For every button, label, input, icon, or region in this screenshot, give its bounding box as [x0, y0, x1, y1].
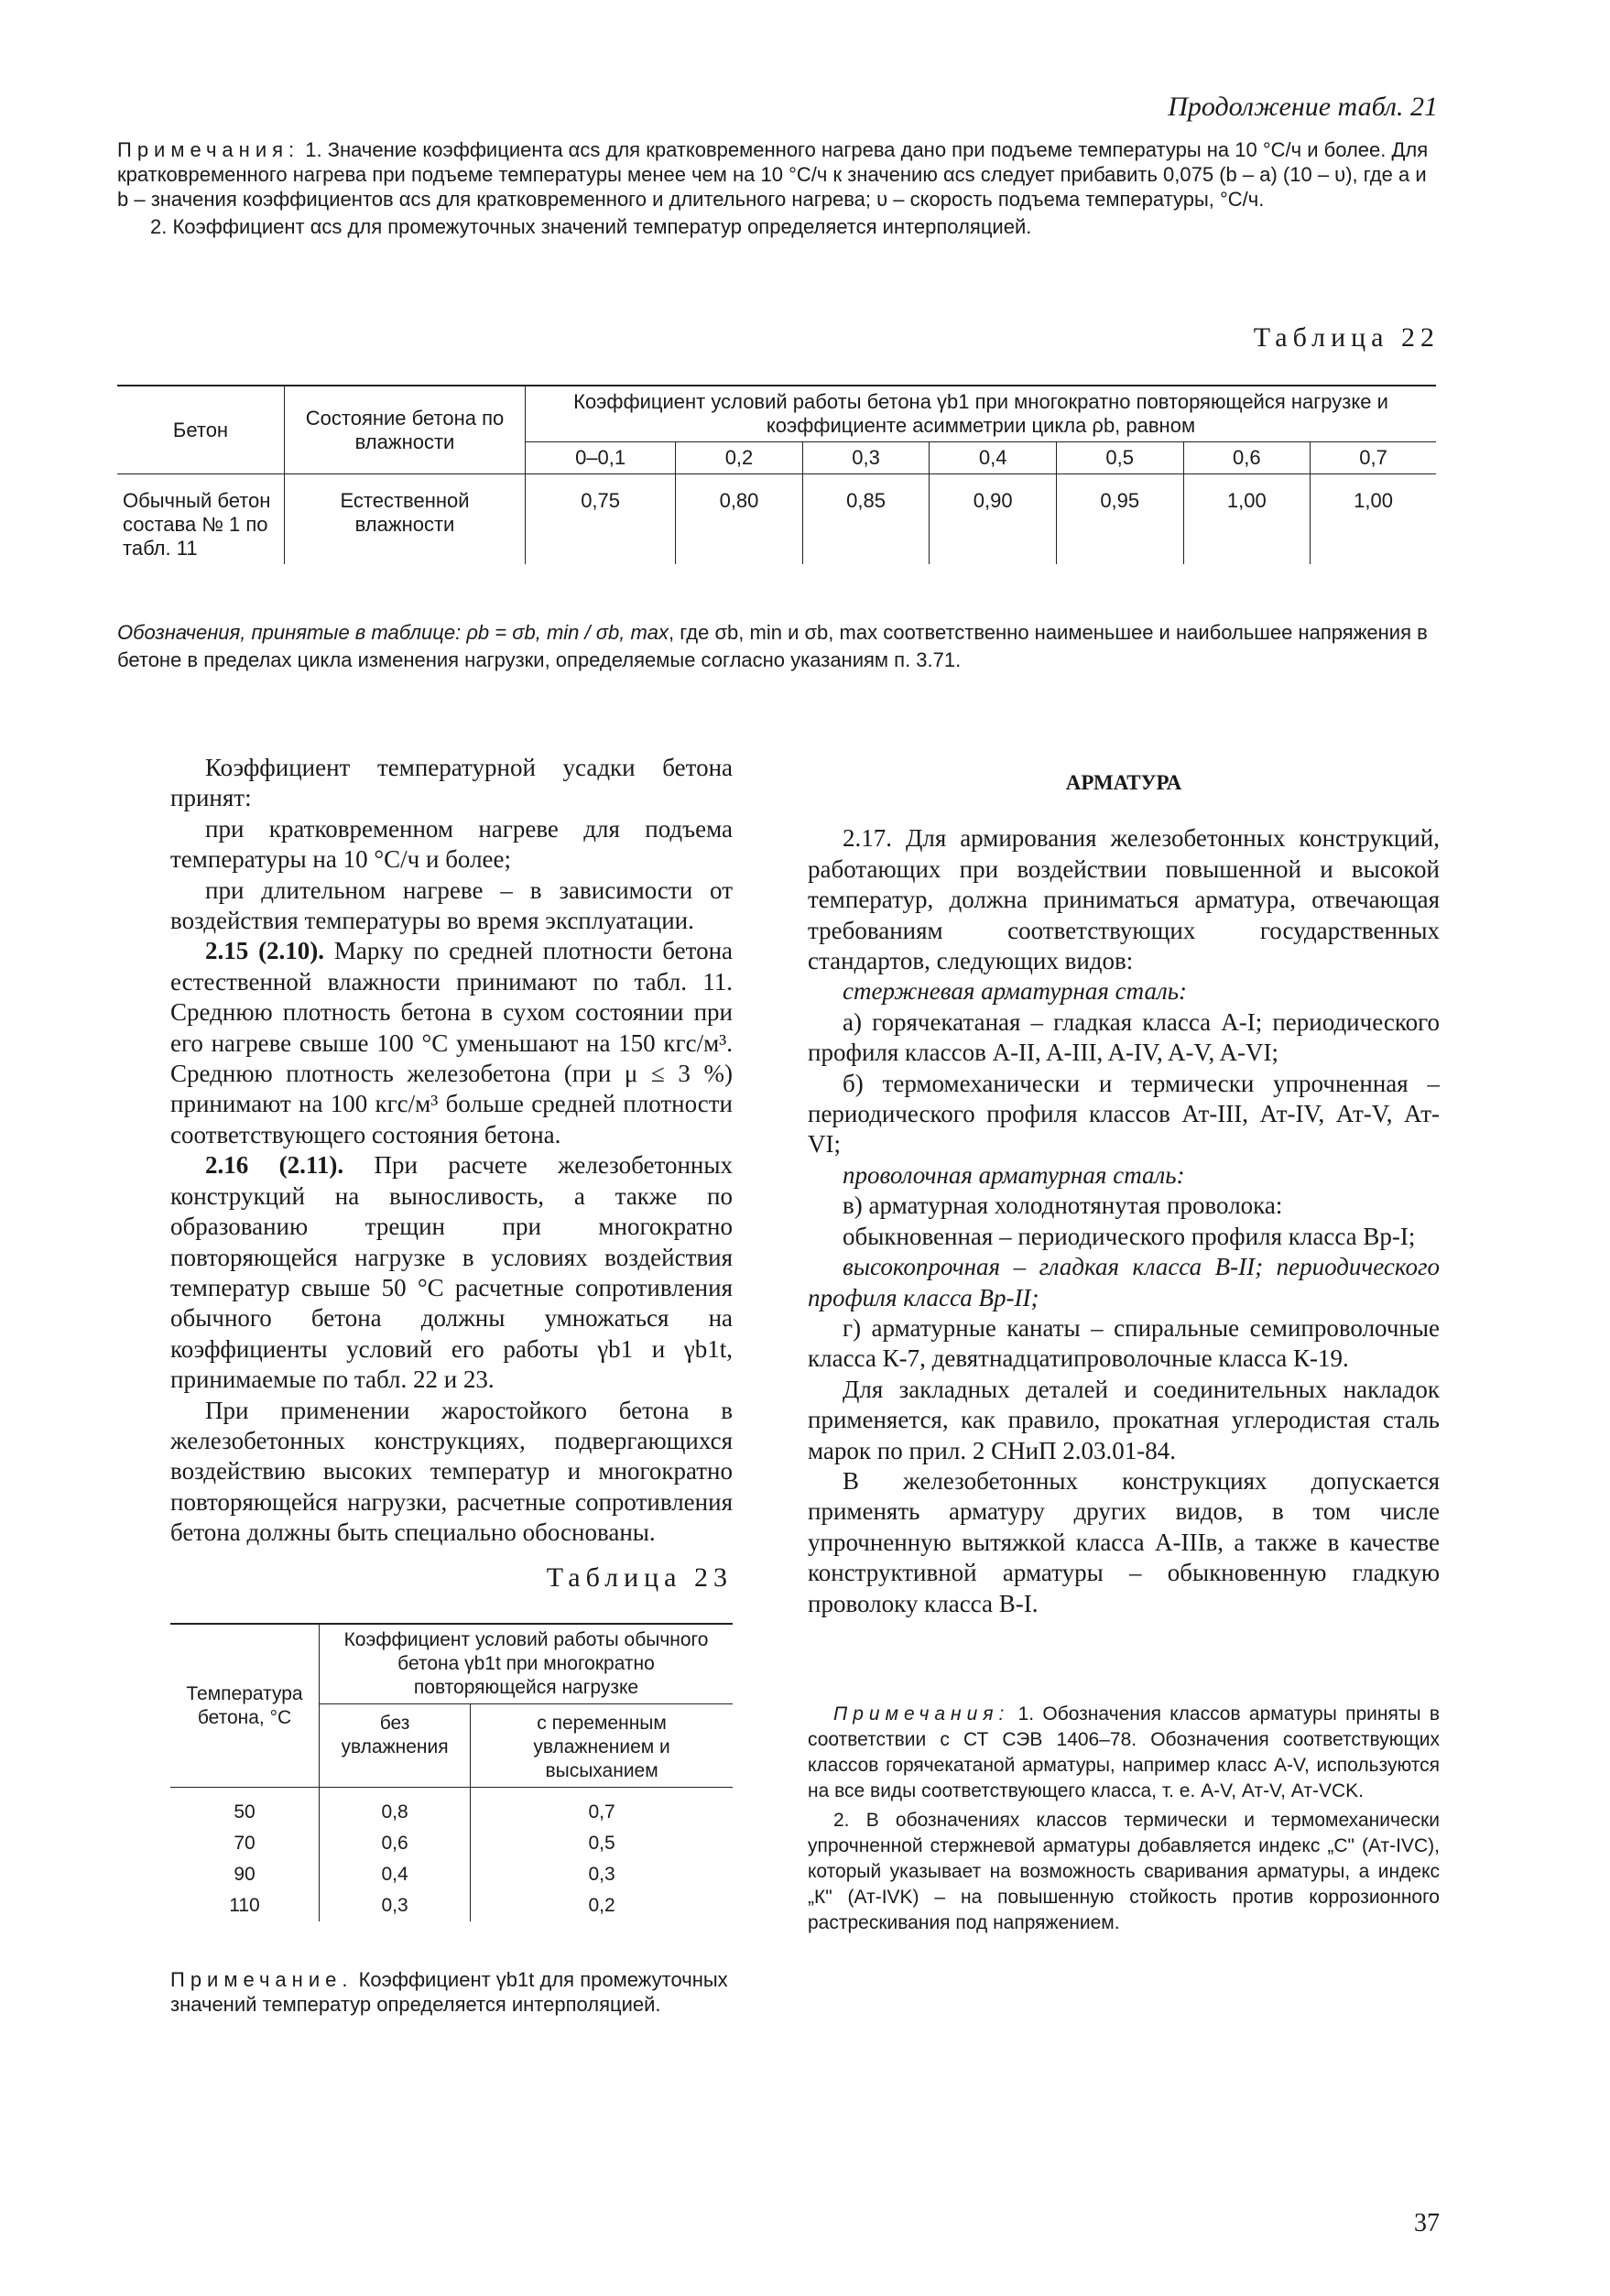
col-wet: с переменным увлажнением и высыханием	[471, 1704, 733, 1788]
clause-number: 2.16 (2.11).	[205, 1151, 344, 1180]
col-concrete: Бетон	[117, 386, 285, 474]
rho-header: 0,2	[676, 442, 803, 474]
rho-header: 0,4	[930, 442, 1057, 474]
table-cell: 0,90	[930, 474, 1057, 565]
paragraph: при кратковременном нагреве для подъема температуры на 10 °С/ч и более;	[170, 814, 733, 874]
paragraph: в) арматурная холоднотянутая проволока:	[843, 1192, 1283, 1220]
row-state: Естественной влажности	[285, 474, 526, 565]
table-cell: 0,95	[1056, 474, 1183, 565]
paragraph: проволочная арматурная сталь:	[843, 1160, 1185, 1189]
paragraph: В железобетонных конструкциях допускается применять арматуру других видов, в том числе упрочненную вытяжкой класса A-IIIв, а также в качестве конструктивной арматуры – обыкновенную гладкую проволоку класса B-I.	[808, 1466, 1440, 1617]
note-2: 2. Коэффициент αcs для промежуточных значений температур определяется интерполяцией.	[150, 215, 1032, 238]
notes-lead: Обозначения, принятые в таблице:	[117, 621, 462, 644]
table-cell: 0,3	[320, 1890, 471, 1921]
paragraph-text: При расчете железобетонных конструкций на выносливость, а также по образованию трещин при многократно повторяющейся нагрузке в условиях воздействия температур свыше 50 °С расчетные сопротивления обычного бетона должны умножаться на коэффициенты условий его работы γb1 и γb1t, принимаемые по табл. 22 и 23.	[170, 1151, 733, 1394]
col-temp: Температура бетона, °С	[170, 1624, 320, 1788]
paragraph: б) термомеханически и термически упрочненная – периодического профиля классов Ат-III, Ат-IV, Ат-V, Ат-VI;	[808, 1069, 1440, 1159]
table22-notes	[117, 619, 1436, 674]
table-row	[170, 1890, 733, 1921]
paragraph: Коэффициент температурной усадки бетона принят:	[170, 754, 733, 812]
paragraph: обыкновенная – периодического профиля класса Вр-I;	[843, 1222, 1416, 1250]
paragraph: а) горячекатаная – гладкая класса A-I; периодического профиля классов A-II, A-III, A-IV, A-V, A-VI;	[808, 1007, 1440, 1067]
table-row	[117, 474, 1436, 565]
col-coef: Коэффициент условий работы обычного бетона γb1t при многократно повторяющейся нагрузке	[320, 1624, 734, 1704]
right-column	[808, 753, 1440, 1619]
paragraph-text: Марку по средней плотности бетона естественной влажности принимают по табл. 11. Среднюю плотность бетона в сухом состоянии при его нагреве свыше 100 °С уменьшают на 150 кгс/м³. Среднюю плотность железобетона (при μ ≤ 3 %) принимают на 100 кгс/м³ больше средней плотности соответствующего состояния бетона.	[170, 937, 734, 1148]
note-1: 1. Значение коэффициента αcs для кратковременного нагрева дано при подъеме температуры на 10 °С/ч и более. Для кратковременного нагрева при подъеме температуры менее чем на 10 °С/ч к значению αcs следует прибавить 0,075 (b – a) (10 – υ), где a и b – значения коэффициентов αcs для кратковременного и длительного нагрева; υ – скорость подъема температуры, °С/ч.	[117, 138, 1429, 211]
note: 2. В обозначениях классов термически и термомеханически упрочненной стержневой арматуры добавляется индекс „С" (Ат-IVC), который указывает на возможность сваривания арматуры, а индекс „К" (Ат-IVK) – на повышенную стойкость против коррозионного растрескивания под напряжением.	[808, 1810, 1440, 1933]
table-cell: 90	[234, 1864, 256, 1885]
clause-number: 2.15 (2.10).	[205, 937, 325, 965]
table-cell: 0,3	[471, 1859, 733, 1890]
rho-header: 0,6	[1183, 442, 1311, 474]
table-cell: 0,5	[471, 1828, 733, 1859]
table-cell: 50	[234, 1801, 256, 1823]
paragraph: Для закладных деталей и соединительных накладок применяется, как правило, прокатная углеродистая сталь марок по прил. 2 СНиП 2.03.01-84.	[808, 1375, 1440, 1464]
table21-notes	[117, 137, 1436, 239]
table-cell: 1,00	[1311, 474, 1436, 565]
paragraph	[170, 1150, 733, 1395]
note-lead: Примечание.	[170, 1968, 354, 1991]
note	[808, 1702, 1440, 1804]
note-text: Коэффициент γb1t для промежуточных значений температур определяется интерполяцией.	[170, 1968, 728, 2016]
table-cell: 0,6	[320, 1828, 471, 1859]
table-cell: 0,85	[802, 474, 930, 565]
notes-text: , где σb, min и σb, max соответственно наименьшее и наибольшее напряжения в бетоне в пределах цикла изменения нагрузки, определяемые согласно указаниям п. 3.71.	[117, 621, 1428, 671]
rho-header: 0,5	[1056, 442, 1183, 474]
table-cell: 1,00	[1183, 474, 1311, 565]
rho-header: 0–0,1	[526, 442, 676, 474]
page-number: 37	[1414, 2209, 1440, 2237]
table-cell: 0,75	[526, 474, 676, 565]
table-row	[170, 1859, 733, 1890]
col-coef: Коэффициент условий работы бетона γb1 при многократно повторяющейся нагрузке и коэффициенте асимметрии цикла ρb, равном	[526, 386, 1437, 442]
table-cell: 0,8	[320, 1788, 471, 1829]
paragraph: 2.17. Для армирования железобетонных конструкций, работающих при воздействии повышенной и высокой температур, должна приниматься арматура, отвечающая требованиям соответствующих государственных стандартов, следующих видов:	[808, 824, 1440, 975]
table-cell: 110	[229, 1895, 260, 1916]
notes-lead: Примечания:	[833, 1703, 1010, 1725]
table23-caption: Таблица 23	[546, 1562, 733, 1593]
section-title: АРМАТУРА	[1065, 771, 1182, 794]
table-cell: 0,80	[676, 474, 803, 565]
paragraph: При применении жаростойкого бетона в железобетонных конструкциях, подвергающихся воздействию высоких температур и многократно повторяющейся нагрузки, расчетные сопротивления бетона должны быть специально обоснованы.	[170, 1396, 733, 1547]
row-concrete: Обычный бетон состава № 1 по табл. 11	[123, 489, 271, 560]
table-cell: 0,2	[471, 1890, 733, 1921]
left-column	[170, 753, 733, 1549]
table23-note	[170, 1967, 733, 2017]
table22	[117, 385, 1436, 564]
note-text: 1. Обозначения классов арматуры приняты в соответствии с СТ СЭВ 1406–78. Обозначения соответствующих классов горячекатаной арматуры, например класс A-V, используются на все виды соответствующего класса, т. е. A-V, Ат-V, Ат-VCK.	[808, 1703, 1440, 1801]
rho-header: 0,7	[1311, 442, 1436, 474]
table-cell: 70	[234, 1833, 256, 1854]
paragraph	[170, 936, 733, 1150]
rho-header: 0,3	[802, 442, 930, 474]
paragraph: высокопрочная – гладкая класса B-II; периодического профиля класса Вр-II;	[808, 1253, 1440, 1311]
notes-lead: Примечания:	[117, 138, 300, 161]
table-row	[170, 1788, 733, 1829]
table-cell: 0,7	[471, 1788, 733, 1829]
col-dry: без увлажнения	[320, 1704, 471, 1788]
paragraph: стержневая арматурная сталь:	[843, 977, 1188, 1006]
reinforcement-notes	[808, 1702, 1440, 1940]
paragraph: г) арматурные канаты – спиральные семипроволочные класса К-7, девятнадцатипроволочные класса К-19.	[808, 1313, 1440, 1373]
continuation-caption: Продолжение табл. 21	[1168, 92, 1438, 122]
table22-caption: Таблица 22	[1253, 322, 1440, 353]
table-cell: 0,4	[320, 1859, 471, 1890]
rho-formula: ρb = σb, min / σb, max	[466, 621, 669, 644]
table23	[170, 1623, 733, 1921]
paragraph: при длительном нагреве – в зависимости от воздействия температуры во время эксплуатации.	[170, 876, 733, 935]
col-state: Состояние бетона по влажности	[285, 386, 526, 474]
table-row	[170, 1828, 733, 1859]
